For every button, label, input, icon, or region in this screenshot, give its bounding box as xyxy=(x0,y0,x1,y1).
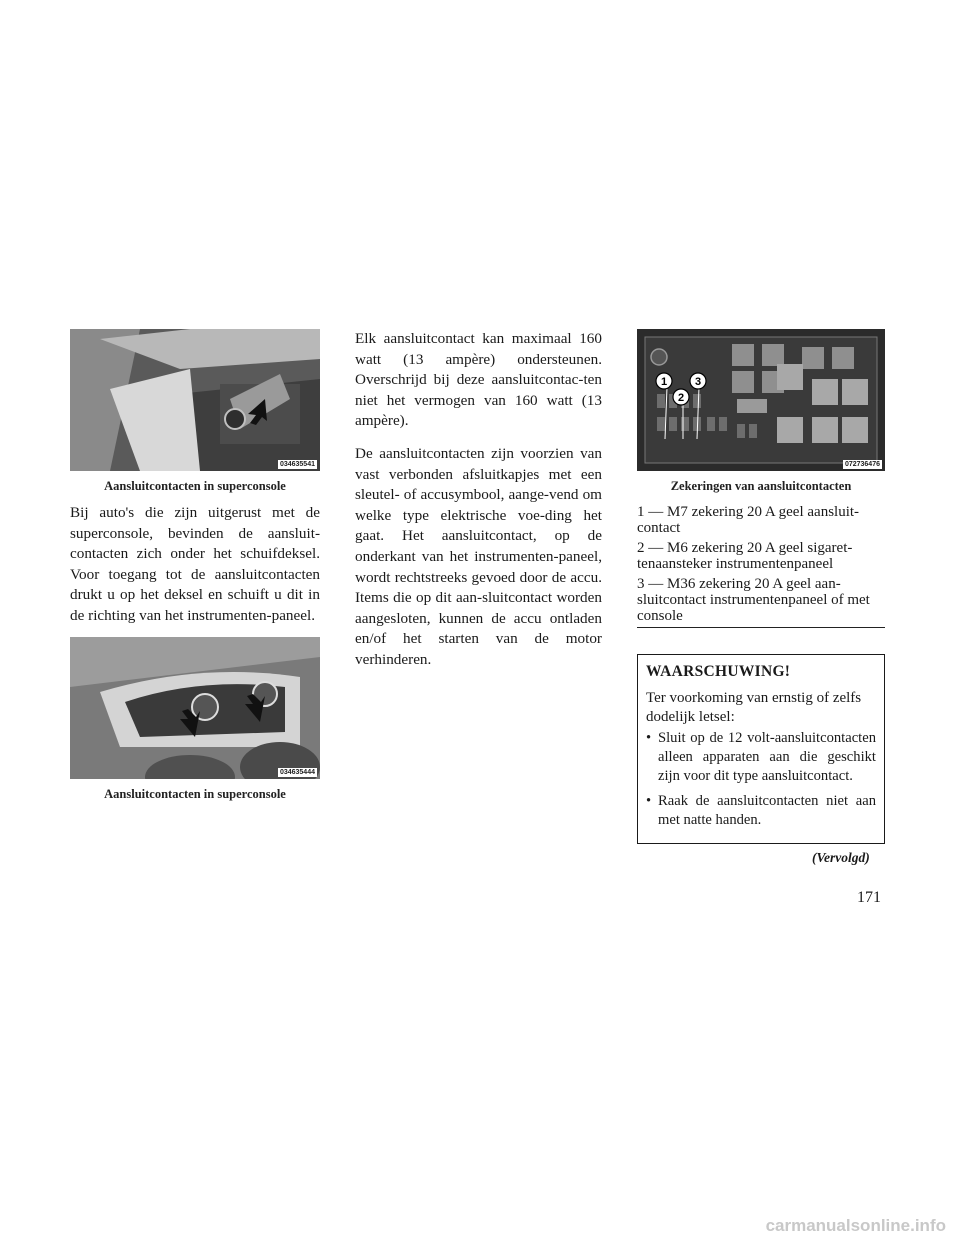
figure-caption: Zekeringen van aansluitcontacten xyxy=(670,479,852,493)
fuse-marker-1 xyxy=(656,373,672,389)
fuse-legend-item: 1 — M7 zekering 20 A geel aansluit-contact xyxy=(637,504,860,537)
warning-item: • Sluit op de 12 volt-aansluitcontacten alleen apparaten aan die geschikt zijn voor dit type aansluitcontact. xyxy=(646,729,876,786)
warning-item: • Raak de aansluitcontacten niet aan met natte handen. xyxy=(646,792,876,830)
fuse-box-photo xyxy=(637,329,885,471)
console-bottom-photo xyxy=(70,637,320,779)
fuse-legend-item: 3 — M36 zekering 20 A geel aan-sluitcontact instrumentenpaneel of met console xyxy=(637,575,870,625)
fuse-marker-3 xyxy=(690,373,706,389)
fuse-box-illustration xyxy=(637,329,885,471)
paragraph-power-rating: Elk aansluitcontact kan maximaal 160 watt (13 ampère) ondersteunen. Overschrijd bij deze aansluitcontac-ten niet het vermogen van 160 watt (13 ampère). xyxy=(355,330,602,430)
figure-caption: Aansluitcontacten in superconsole xyxy=(104,479,286,493)
legend-divider xyxy=(637,627,885,628)
warning-intro: Ter voorkoming van ernstig of zelfs dodelijk letsel: xyxy=(646,690,862,725)
paragraph-socket-caps: De aansluitcontacten zijn voorzien van vast verbonden afsluitkapjes met een sleutel- of accusymbool, aange-vend om welke type elektrische voe-ding het gaat. Het aansluitcontact, op de onderkant van het instrumenten-paneel, wordt rechtstreeks gevoed door de accu. Items die op dit aan-sluitcontact worden aangesloten, kunnen de accu ontladen en/of het starten van de motor verhinderen. xyxy=(355,444,602,668)
figure-caption: Aansluitcontacten in superconsole xyxy=(104,787,286,801)
watermark: carmanualsonline.info xyxy=(765,1216,946,1235)
console-bottom-illustration xyxy=(70,637,320,779)
fuse-legend xyxy=(637,504,887,628)
warning-box xyxy=(637,654,885,844)
svg-text:2: 2 xyxy=(677,392,685,404)
svg-text:1: 1 xyxy=(660,376,668,388)
continued-note: (Vervolgd) xyxy=(812,850,870,865)
console-top-photo xyxy=(70,329,320,471)
fuse-legend-item: 2 — M6 zekering 20 A geel sigaret-tenaansteker instrumentenpaneel xyxy=(637,539,853,573)
warning-title: WAARSCHUWING! xyxy=(646,663,791,680)
console-top-illustration xyxy=(70,329,320,471)
left-paragraph: Bij auto's die zijn uitgerust met de superconsole, bevinden de aansluit-contacten zich onder het schuifdeksel. Voor toegang tot de aansluitcontacten drukt u op het deksel en schuift u dit in de richting van het instrumenten-paneel. xyxy=(70,504,320,624)
figure-code: 034635541 xyxy=(279,461,315,468)
figure-code: 034635444 xyxy=(279,769,315,776)
svg-text:3: 3 xyxy=(694,376,702,388)
middle-text xyxy=(355,329,602,683)
figure-code: 072736476 xyxy=(844,461,880,468)
page-number: 171 xyxy=(857,889,881,906)
fuse-marker-2 xyxy=(673,389,689,405)
warning-list xyxy=(646,729,876,830)
